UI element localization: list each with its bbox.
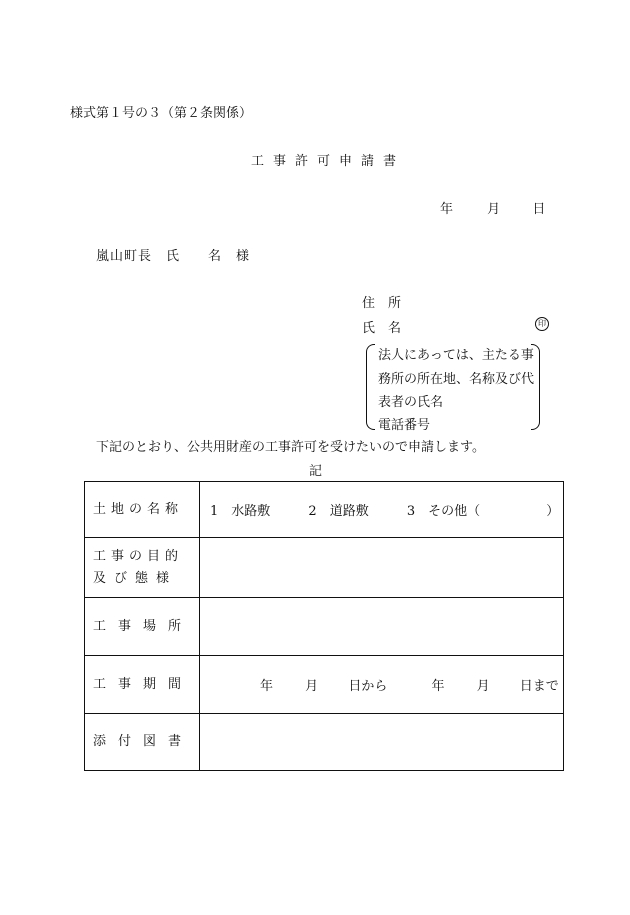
form-number: 様式第１号の３（第２条関係） [70, 106, 253, 121]
table-row [85, 714, 564, 771]
period-to-day: 日まで [519, 679, 559, 694]
seal-mark: 印 [535, 317, 549, 331]
location-field[interactable] [200, 598, 564, 656]
period-from-year: 年 [260, 679, 274, 694]
date-year: 年 [440, 202, 454, 217]
option-waterway[interactable]: 1 水路敷 [210, 504, 271, 519]
table-row [85, 656, 564, 714]
purpose-field[interactable] [200, 538, 564, 598]
table-row [85, 538, 564, 598]
left-bracket [366, 344, 375, 430]
request-text: 下記のとおり、公共用財産の工事許可を受けたいので申請します。 [96, 440, 485, 455]
note-line: 務所の所在地、名称及び代 [378, 372, 535, 387]
corporate-note [366, 344, 540, 433]
attachments-label: 添付図書 [85, 714, 200, 771]
purpose-label [85, 538, 200, 598]
date-line [440, 198, 545, 217]
period-to-month: 月 [476, 679, 490, 694]
period-to-year: 年 [431, 679, 445, 694]
note-line: 表者の氏名 [378, 395, 444, 410]
application-table [84, 481, 564, 771]
note-line: 電話番号 [378, 418, 431, 433]
date-month: 月 [487, 202, 501, 217]
land-name-label: 土地の名称 [85, 482, 200, 538]
location-label: 工事場所 [85, 598, 200, 656]
table-row [85, 482, 564, 538]
period-from-month: 月 [305, 679, 319, 694]
option-road[interactable]: 2 道路敷 [308, 504, 369, 519]
purpose-label-line2: 及び態様 [93, 570, 178, 586]
attachments-field[interactable] [200, 714, 564, 771]
note-line: 法人にあっては、主たる事 [378, 348, 534, 363]
purpose-label-line1: 工事の目的 [93, 548, 184, 564]
name-label: 氏 名 [362, 321, 402, 336]
table-row [85, 598, 564, 656]
option-other-close: ） [546, 504, 560, 519]
addressee: 嵐山町長 氏 名 様 [96, 249, 251, 264]
period-label: 工事期間 [85, 656, 200, 714]
period-field[interactable] [200, 656, 564, 714]
date-day: 日 [532, 202, 546, 217]
record-label: 記 [309, 464, 323, 479]
land-name-field[interactable] [200, 482, 564, 538]
address-label: 住 所 [362, 296, 402, 311]
page-title: 工事許可申請書 [251, 154, 406, 169]
option-other[interactable]: 3 その他（ [406, 504, 481, 519]
period-from-day: 日から [348, 679, 388, 694]
